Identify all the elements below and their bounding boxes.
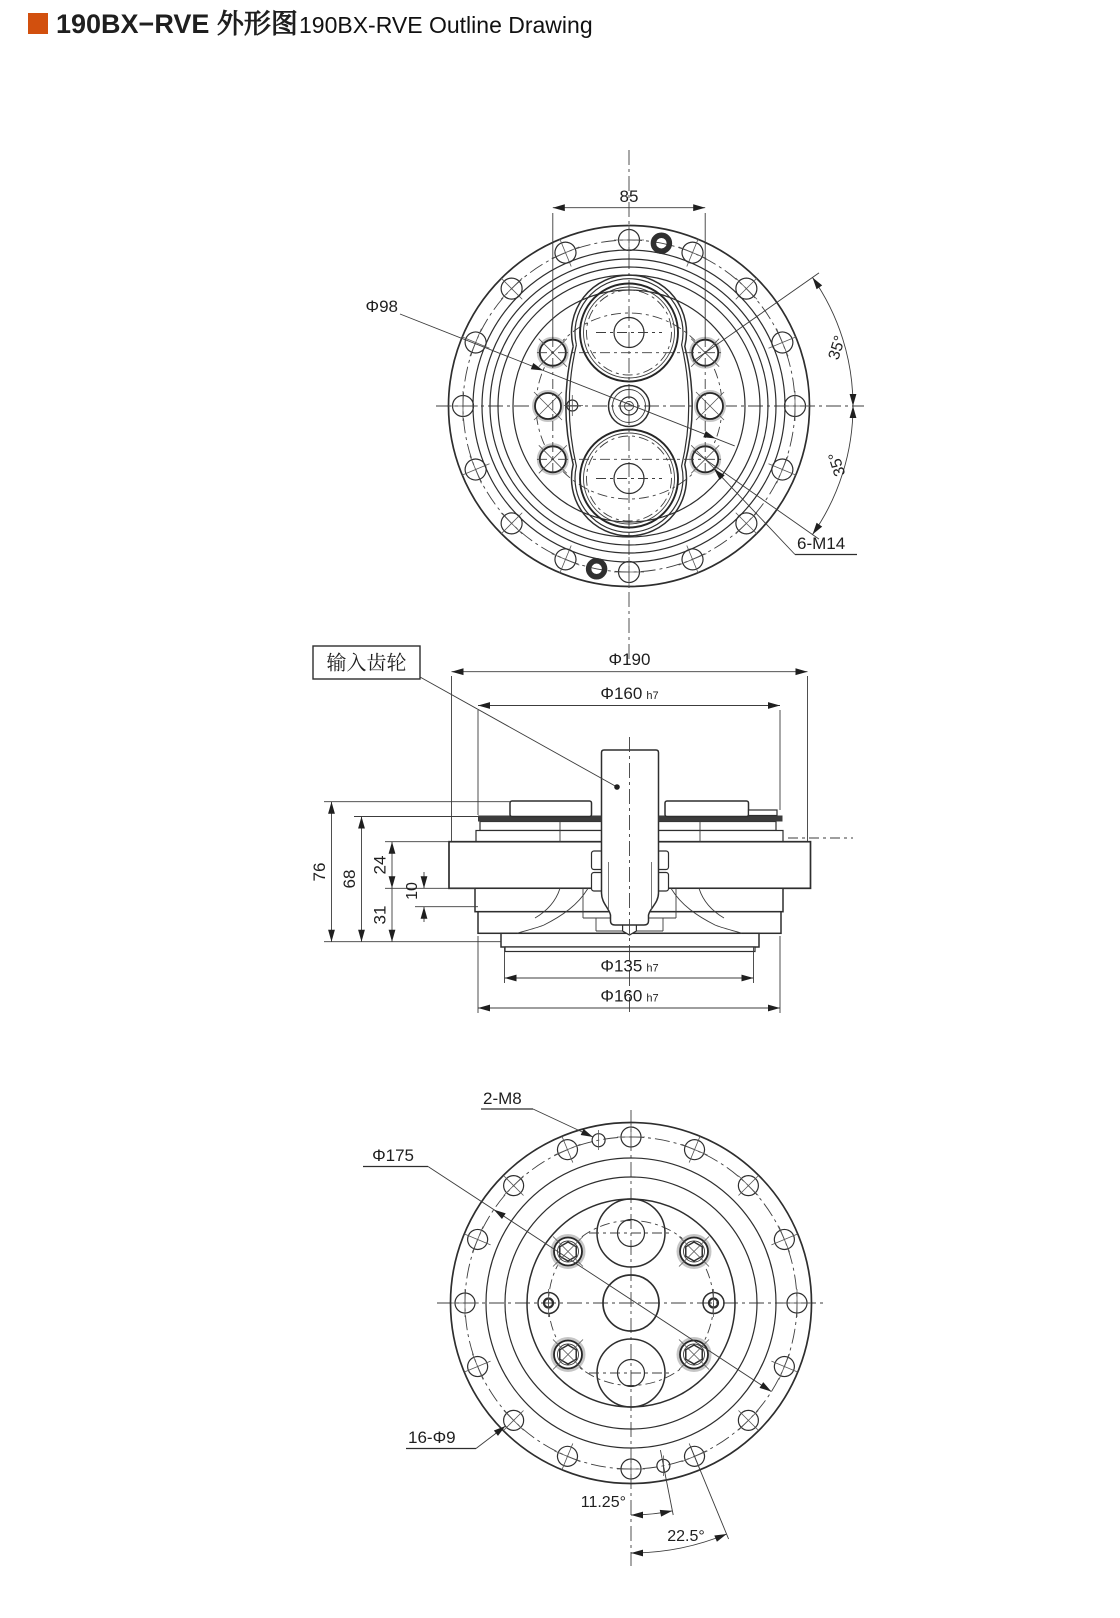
- bottom-view: [363, 1089, 825, 1566]
- svg-text:Φ160h7: Φ160 h7: [600, 986, 659, 1006]
- label-2m8: [481, 1089, 594, 1140]
- svg-text:24: 24: [370, 855, 390, 875]
- top-ring-ledge: [749, 810, 778, 816]
- page-title: [28, 9, 593, 39]
- dim-phi135: [505, 947, 754, 983]
- side-view: [310, 646, 853, 1016]
- svg-text:输入齿轮: 输入齿轮: [326, 652, 407, 675]
- label-16phi9: [406, 1423, 508, 1448]
- svg-text:Φ160h7: Φ160 h7: [600, 684, 659, 703]
- svg-text:76: 76: [310, 862, 329, 882]
- top-view: [366, 150, 864, 662]
- svg-text:10: 10: [404, 882, 421, 900]
- svg-text:31: 31: [370, 905, 390, 925]
- bottom-lip: [505, 947, 755, 952]
- svg-text:11.25°: 11.25°: [580, 1494, 626, 1511]
- title-sub: 190BX-RVE Outline Drawing: [299, 12, 593, 38]
- svg-text:85: 85: [619, 187, 639, 206]
- svg-text:Φ175: Φ175: [372, 1146, 414, 1165]
- input-shaft: [602, 750, 659, 925]
- svg-text:Φ98: Φ98: [365, 297, 398, 316]
- svg-text:16-Φ9: 16-Φ9: [408, 1428, 456, 1447]
- dowel-pin-hole: [562, 395, 583, 416]
- title-main: 190BX−RVE 外形图: [56, 9, 298, 39]
- svg-text:22.5°: 22.5°: [667, 1528, 705, 1545]
- dim-phi98: [366, 297, 735, 446]
- svg-text:Φ190: Φ190: [608, 650, 651, 669]
- top-ring-right: [665, 801, 749, 817]
- svg-text:35°: 35°: [825, 333, 850, 362]
- svg-text:2-M8: 2-M8: [483, 1089, 522, 1108]
- top-ring-left: [510, 801, 592, 817]
- svg-text:Φ135h7: Φ135 h7: [600, 956, 659, 976]
- svg-text:6-M14: 6-M14: [797, 534, 846, 553]
- svg-text:35°: 35°: [825, 450, 850, 479]
- title-accent-square: [28, 13, 48, 34]
- label-input-gear: [313, 646, 620, 790]
- svg-text:68: 68: [340, 869, 359, 889]
